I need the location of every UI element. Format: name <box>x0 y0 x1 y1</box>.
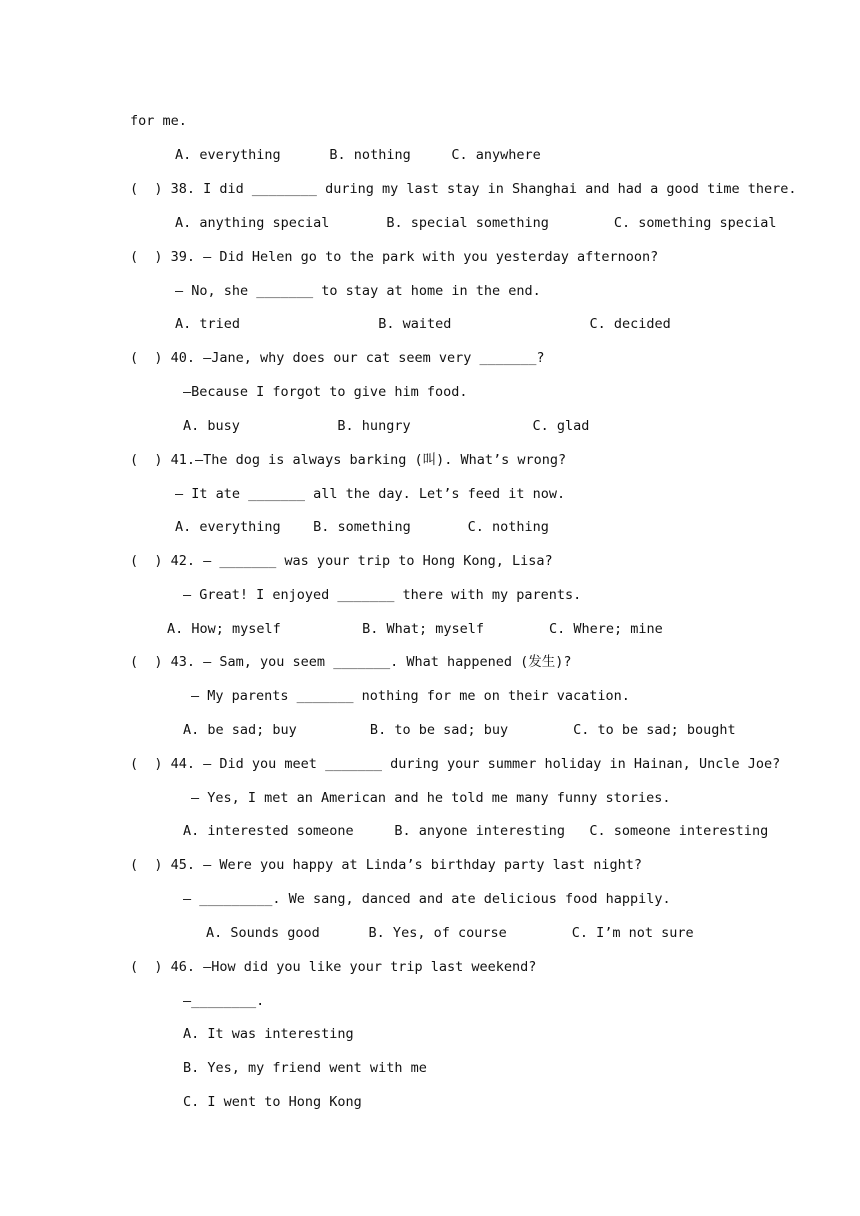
question-44: ( ) 44. — Did you meet _______ during your summer holiday in Hainan, Uncle Joe? <box>130 756 781 772</box>
question-41: ( ) 41.—The dog is always barking (叫). What’s wrong? <box>130 452 567 468</box>
question-37-options: A. everything B. nothing C. anywhere <box>175 147 541 163</box>
question-39: ( ) 39. — Did Helen go to the park with you yesterday afternoon? <box>130 249 659 265</box>
question-38-options: A. anything special B. special something C. something special <box>175 215 777 231</box>
question-42-reply: — Great! I enjoyed _______ there with my parents. <box>183 587 582 603</box>
question-38: ( ) 38. I did ________ during my last stay in Shanghai and had a good time there. <box>130 181 797 197</box>
question-43-reply: — My parents _______ nothing for me on their vacation. <box>191 688 630 704</box>
question-40-reply: —Because I forgot to give him food. <box>183 384 468 400</box>
question-39-reply: — No, she _______ to stay at home in the end. <box>175 283 541 299</box>
question-46-option-b: B. Yes, my friend went with me <box>183 1060 427 1076</box>
question-46-option-c: C. I went to Hong Kong <box>183 1094 362 1110</box>
question-44-options: A. interested someone B. anyone interesting C. someone interesting <box>183 823 769 839</box>
question-41-reply: — It ate _______ all the day. Let’s feed it now. <box>175 486 566 502</box>
question-46-reply: —________. <box>183 993 265 1009</box>
question-37-continuation: for me. <box>130 113 187 129</box>
question-43: ( ) 43. — Sam, you seem _______. What happened (发生)? <box>130 654 572 670</box>
question-39-options: A. tried B. waited C. decided <box>175 316 671 332</box>
question-40: ( ) 40. —Jane, why does our cat seem very _______? <box>130 350 545 366</box>
question-45: ( ) 45. — Were you happy at Linda’s birthday party last night? <box>130 857 643 873</box>
question-46-option-a: A. It was interesting <box>183 1026 354 1042</box>
question-42: ( ) 42. — _______ was your trip to Hong Kong, Lisa? <box>130 553 553 569</box>
question-46: ( ) 46. —How did you like your trip last weekend? <box>130 959 537 975</box>
question-45-reply: — _________. We sang, danced and ate delicious food happily. <box>183 891 671 907</box>
question-45-options: A. Sounds good B. Yes, of course C. I’m not sure <box>206 925 694 941</box>
question-40-options: A. busy B. hungry C. glad <box>183 418 590 434</box>
question-41-options: A. everything B. something C. nothing <box>175 519 549 535</box>
question-42-options: A. How; myself B. What; myself C. Where; mine <box>167 621 663 637</box>
question-44-reply: — Yes, I met an American and he told me many funny stories. <box>191 790 671 806</box>
question-43-options: A. be sad; buy B. to be sad; buy C. to be sad; bought <box>183 722 736 738</box>
